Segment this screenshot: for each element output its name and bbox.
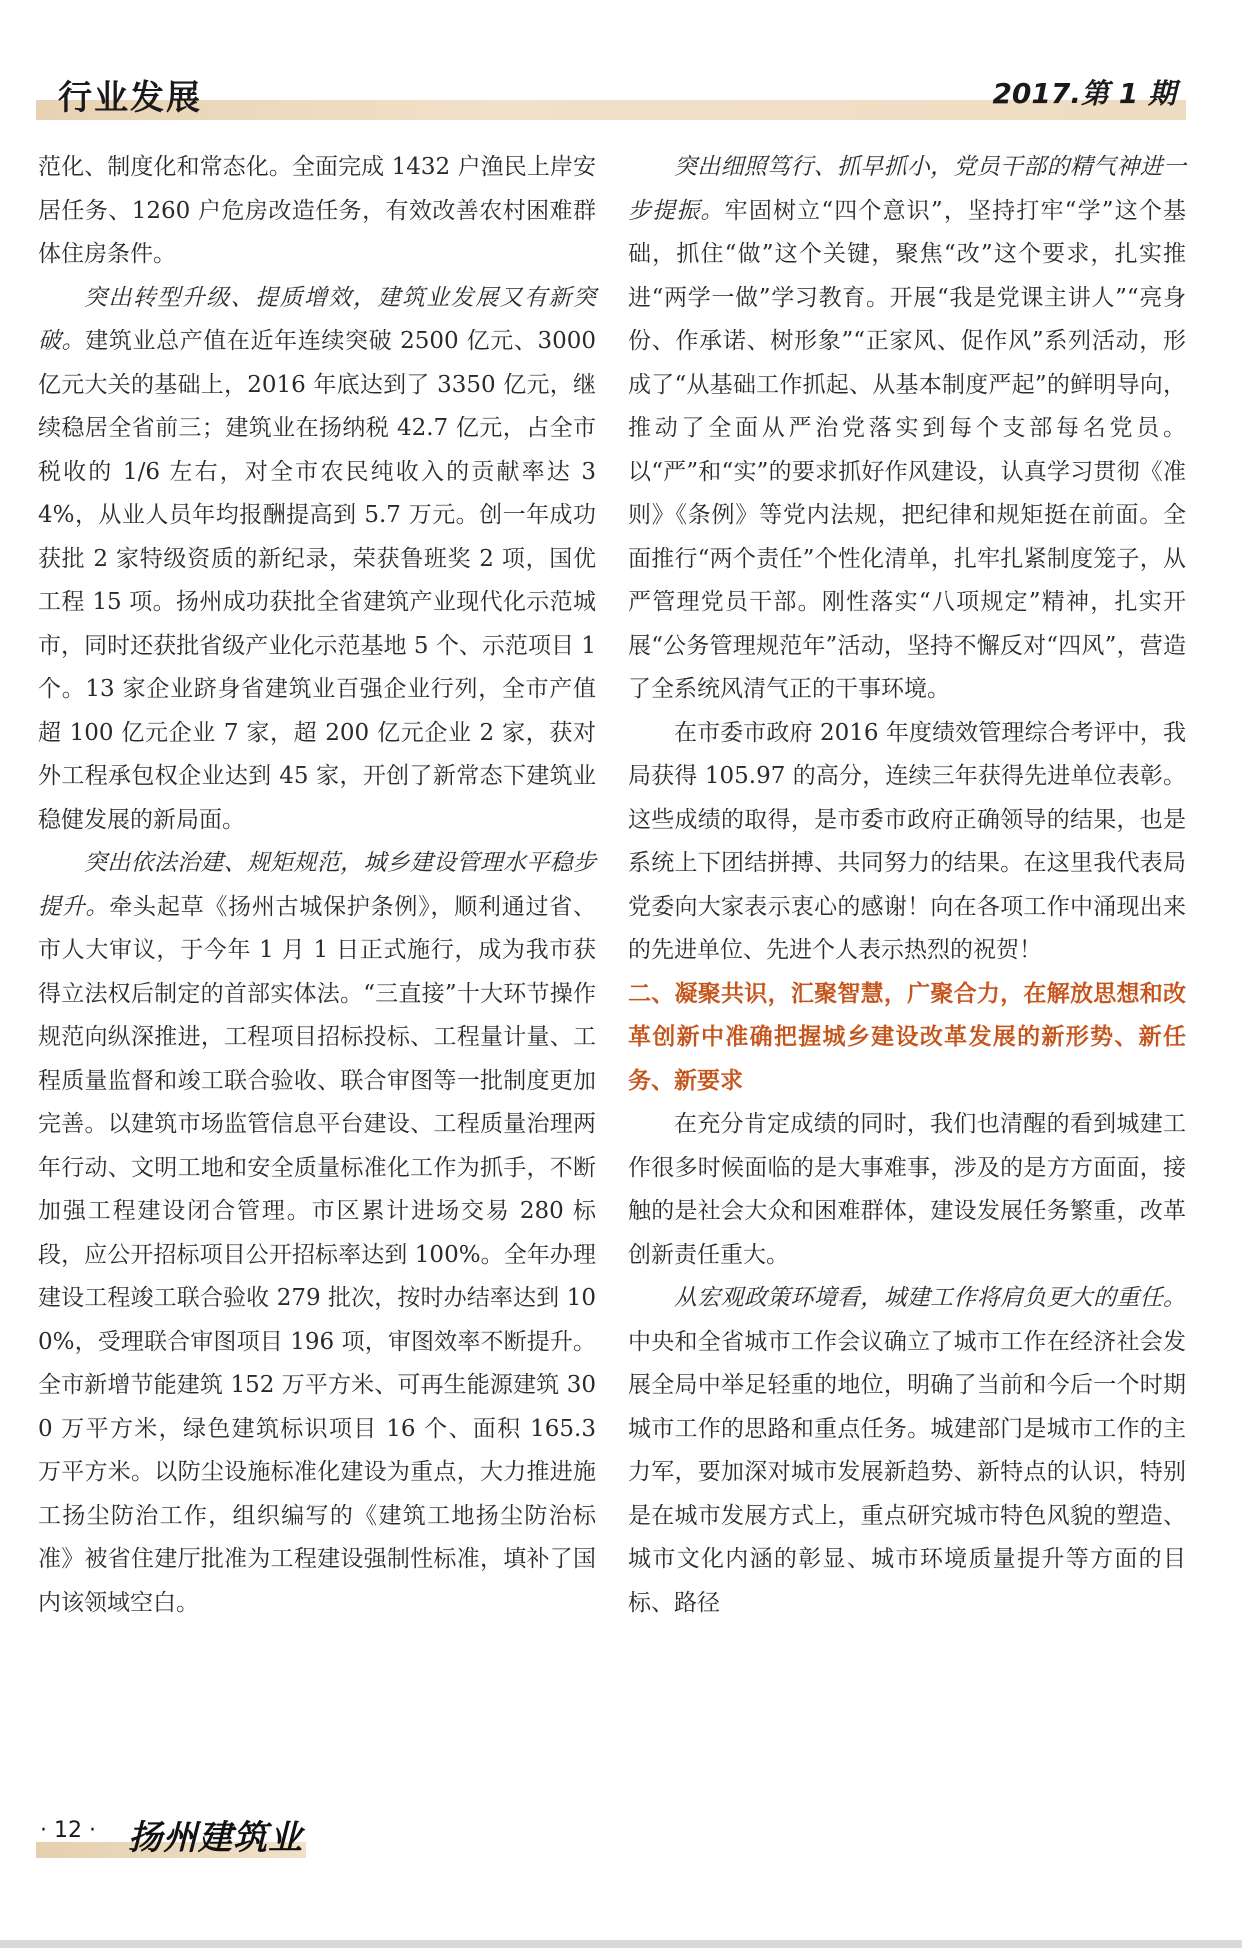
paragraph-body: 建筑业总产值在近年连续突破 2500 亿元、3000 亿元大关的基础上，2016 年底达到了 3350 亿元，继续稳居全省前三；建筑业在扬纳税 42.7 亿元，占全市税收的 1/6 左右，对全市农民纯收入的贡献率达 34%，从业人员年均报酬提高到 5.7 万元。创一年成功获批 2 家特级资质的新纪录，荣获鲁班奖 2 项，国优工程 15 项。扬州成功获批全省建筑产业现代化示范城市，同时还获批省级产业化示范基地 5 个、示范项目 1 个。13 家企业跻身省建筑业百强企业行列，全市产值超 100 亿元企业 7 家，超 200 亿元企业 2 家，获对外工程承包权企业达到 45 家，开创了新常态下建筑业稳健发展的新局面。: [38, 328, 596, 833]
page-header: [36, 70, 1186, 120]
paragraph: 在充分肯定成绩的同时，我们也清醒的看到城建工作很多时候面临的是大事难事，涉及的是方方面面，接触的是社会大众和困难群体，建设发展任务繁重，改革创新责任重大。: [628, 1111, 1186, 1268]
right-column: [628, 146, 1186, 1625]
section-title: 行业发展: [58, 78, 202, 118]
section-heading: 二、凝聚共识，汇聚智慧，广聚合力，在解放思想和改革创新中准确把握城乡建设改革发展的新形势、新任务、新要求: [628, 980, 1186, 1094]
paragraph-lead: 从宏观政策环境看，城建工作将肩负更大的重任。: [674, 1285, 1186, 1311]
issue-label: 2017.第 1 期: [992, 77, 1176, 110]
paragraph-lead: 突出依法治建、规矩规范，城乡建设管理水平稳步提升。: [38, 850, 596, 920]
paragraph-body: 中央和全省城市工作会议确立了城市工作在经济社会发展全局中举足轻重的地位，明确了当前和今后一个时期城市工作的思路和重点任务。城建部门是城市工作的主力军，要加深对城市发展新趋势、新特点的认识，特别是在城市发展方式上，重点研究城市特色风貌的塑造、城市文化内涵的彰显、城市环境质量提升等方面的目标、路径: [628, 1328, 1186, 1616]
paragraph-body: 牵头起草《扬州古城保护条例》，顺利通过省、市人大审议，于今年 1 月 1 日正式施行，成为我市获得立法权后制定的首部实体法。“三直接”十大环节操作规范向纵深推进，工程项目招标投标、工程量计量、工程质量监督和竣工联合验收、联合审图等一批制度更加完善。以建筑市场监管信息平台建设、工程质量治理两年行动、文明工地和安全质量标准化工作为抓手，不断加强工程建设闭合管理。市区累计进场交易 280 标段，应公开招标项目公开招标率达到 100%。全年办理建设工程竣工联合验收 279 批次，按时办结率达到 100%，受理联合审图项目 196 项，审图效率不断提升。全市新增节能建筑 152 万平方米、可再生能源建筑 300 万平方米，绿色建筑标识项目 16 个、面积 165.3 万平方米。以防尘设施标准化建设为重点，大力推进施工扬尘防治工作，组织编写的《建筑工地扬尘防治标准》被省住建厅批准为工程建设强制性标准，填补了国内该领域空白。: [38, 893, 597, 1616]
magazine-logo: 扬州建筑业: [128, 1818, 303, 1858]
bottom-divider: [0, 1940, 1242, 1948]
paragraph: [38, 842, 596, 1625]
paragraph: [628, 146, 1186, 712]
paragraph-body: 牢固树立“四个意识”，坚持打牢“学”这个基础，抓住“做”这个关键，聚焦“改”这个要求，扎实推进“两学一做”学习教育。开展“我是党课主讲人”“亮身份、作承诺、树形象”“正家风、促作风”系列活动，形成了“从基础工作抓起、从基本制度严起”的鲜明导向，推动了全面从严治党落实到每个支部每名党员。以“严”和“实”的要求抓好作风建设，认真学习贯彻《准则》《条例》等党内法规，把纪律和规矩挺在前面。全面推行“两个责任”个性化清单，扎牢扎紧制度笼子，从严管理党员干部。刚性落实“八项规定”精神，扎实开展“公务管理规范年”活动，坚持不懈反对“四风”，营造了全系统风清气正的干事环境。: [628, 197, 1186, 702]
paragraph: 在市委市政府 2016 年度绩效管理综合考评中，我局获得 105.97 的高分，连续三年获得先进单位表彰。这些成绩的取得，是市委市政府正确领导的结果，也是系统上下团结拼搏、共同努力的结果。在这里我代表局党委向大家表示衷心的感谢！向在各项工作中涌现出来的先进单位、先进个人表示热烈的祝贺！: [628, 719, 1186, 963]
paragraph-lead: 突出细照笃行、抓早抓小，党员干部的精气神进一步提振。: [628, 154, 1186, 224]
paragraph-lead: 突出转型升级、提质增效，建筑业发展又有新突破。: [38, 284, 596, 354]
page-number: · 12 ·: [40, 1818, 96, 1843]
page-footer: [36, 1810, 306, 1860]
paragraph: [628, 1277, 1186, 1625]
paragraph: 范化、制度化和常态化。全面完成 1432 户渔民上岸安居任务、1260 户危房改造任务，有效改善农村困难群体住房条件。: [38, 154, 596, 267]
left-column: [38, 146, 596, 1625]
paragraph: [38, 277, 596, 843]
